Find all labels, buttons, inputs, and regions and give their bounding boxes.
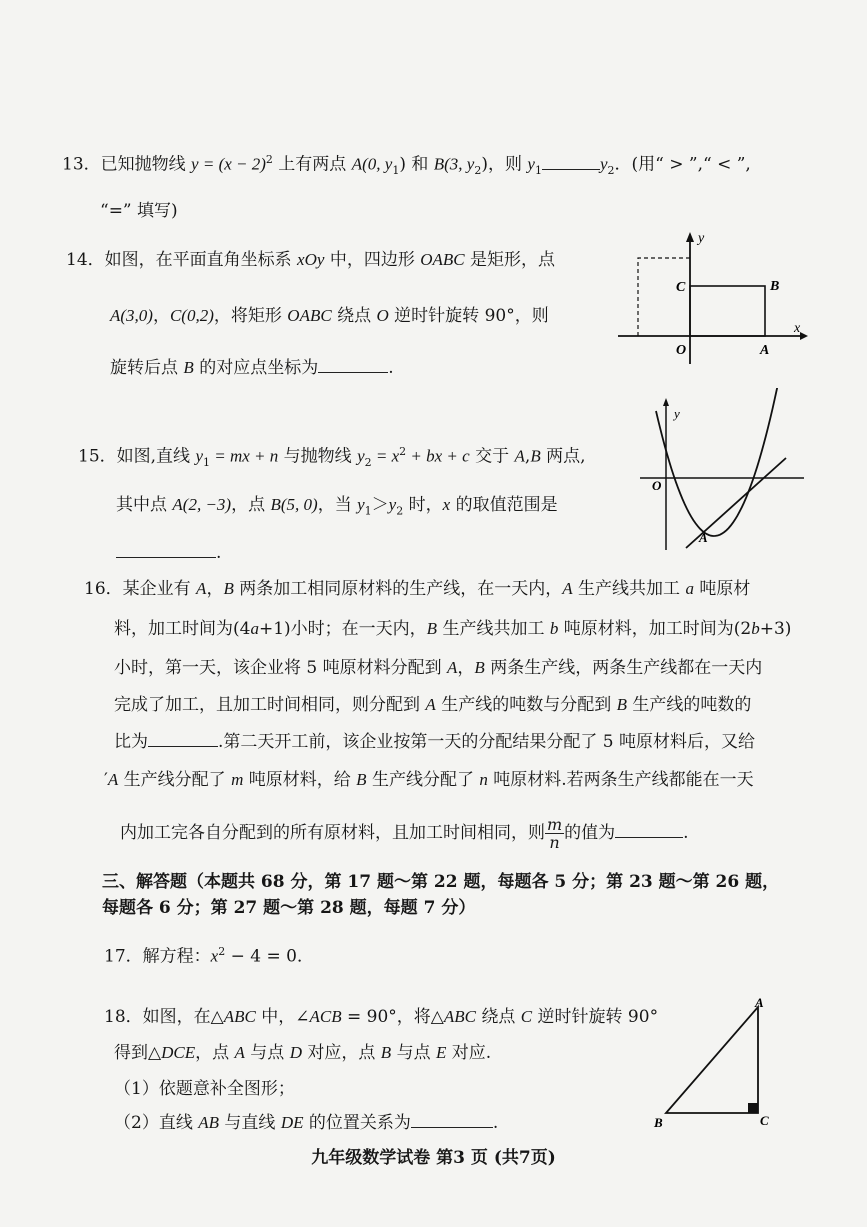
q14-line3: 旋转后点 B 的对应点坐标为 . (110, 358, 394, 378)
fig-label-b: B (770, 279, 780, 294)
answer-blank[interactable] (318, 356, 388, 373)
q16-line1: 16．某企业有 A，B 两条加工相同原材料的生产线，在一天内，A 生产线共加工 a 吨原材 (84, 579, 751, 599)
q13-line1: 13．已知抛物线 $y = (x - 2)^2$ 上有两点 A(0, $y_1$) 和 B(3, $y_2$)，则 $y_1$ $y_2$．(用“ > ”,“ < ”, (62, 153, 751, 178)
fig-label-a: A (755, 995, 764, 1010)
q15-figure (636, 388, 806, 553)
q14-figure (610, 228, 810, 368)
q16-line2: 料，加工时间为(4a+1)小时；在一天内，B 生产线共加工 b 吨原材料，加工时间为(2b+3) (114, 619, 792, 639)
q14-line2: A(3,0)，C(0,2)，将矩形 OABC 绕点 O 逆时针旋转 90°，则 (110, 306, 549, 326)
q15-line1: 15．如图,直线 $y_1$ = mx + n 与抛物线 $y_2 = x^2$ + bx + c 交于 A,B 两点, (78, 445, 586, 470)
fig-label-c: C (760, 1113, 769, 1128)
q14-line1: 14．如图，在平面直角坐标系 xOy 中，四边形 OABC 是矩形，点 (66, 250, 556, 270)
q16-line7: 内加工完各自分配到的所有原材料，且加工时间相同，则 $\frac{m}{n}$ 的值为 . (120, 815, 689, 852)
answer-blank[interactable] (615, 821, 683, 838)
q16-line3: 小时，第一天，该企业将 5 吨原材料分配到 A，B 两条生产线，两条生产线都在一天内 (114, 658, 763, 678)
q15-line3: . (116, 541, 221, 565)
fraction-m-over-n: $\frac{m}{n}$ (547, 815, 563, 852)
q18-figure (648, 995, 778, 1130)
answer-blank[interactable] (411, 1111, 493, 1128)
q16-line5: 比为 .第二天开工前，该企业按第一天的分配结果分配了 5 吨原材料后，又给 (114, 732, 756, 752)
answer-blank[interactable] (116, 541, 216, 558)
q18-line3: （1）依题意补全图形； (114, 1079, 295, 1099)
fig-label-b: B (654, 1115, 663, 1130)
q17-text: 17．解方程：$x^2 - 4 = 0$． (104, 945, 314, 967)
q16-line6: ′A 生产线分配了 m 吨原材料，给 B 生产线分配了 n 吨原材料.若两条生产线都能在一天 (104, 770, 754, 790)
fig-label-a: A (699, 530, 708, 545)
fig-label-y: y (674, 406, 680, 421)
q13-line2: “=” 填写) (100, 201, 178, 221)
answer-blank[interactable] (542, 153, 600, 170)
q18-line1: 18．如图，在△ABC 中，∠ACB = 90°，将△ABC 绕点 C 逆时针旋转 90° (104, 1007, 659, 1027)
fig-label-o: O (652, 478, 662, 493)
q18-line4: （2）直线 AB 与直线 DE 的位置关系为 . (114, 1113, 499, 1133)
q18-line2: 得到△DCE，点 A 与点 D 对应，点 B 与点 E 对应. (114, 1043, 492, 1063)
page-footer: 九年级数学试卷 第3 页 (共7页) (311, 1148, 556, 1168)
answer-blank[interactable] (148, 730, 218, 747)
section3-heading-line1: 三、解答题（本题共 68 分，第 17 题～第 22 题，每题各 5 分；第 23 题～第 26 题， (102, 872, 780, 892)
fig-label-o: O (676, 343, 687, 358)
fig-label-y: y (698, 231, 705, 246)
q16-line4: 完成了加工，且加工时间相同，则分配到 A 生产线的吨数与分配到 B 生产线的吨数的 (114, 695, 752, 715)
q15-line2: 其中点 A(2, −3)，点 B(5, 0)，当 $y_1>y_2$ 时，x 的取值范围是 (116, 495, 558, 518)
fig-label-x: x (794, 321, 801, 336)
fig-label-c: C (676, 280, 686, 295)
fig-label-a: A (760, 343, 770, 358)
section3-heading-line2: 每题各 6 分；第 27 题～第 28 题，每题 7 分） (102, 898, 476, 918)
